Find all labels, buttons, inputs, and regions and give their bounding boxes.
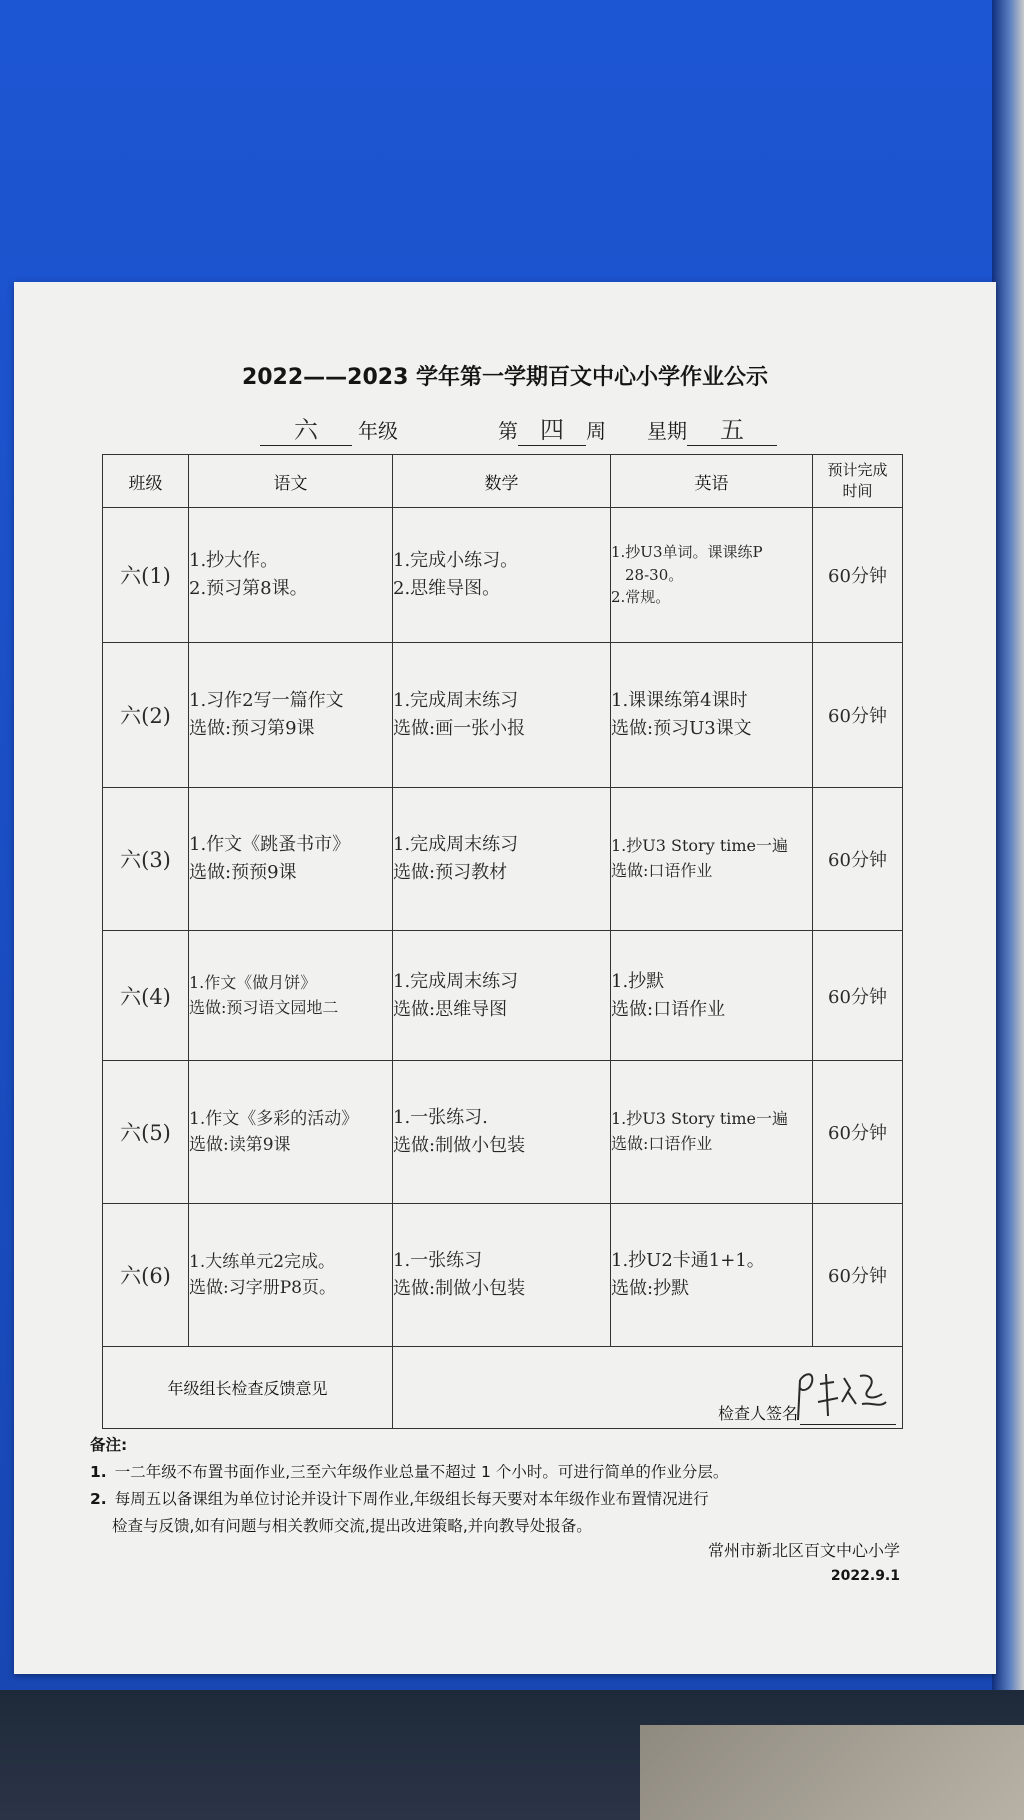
table-header-row: [103, 455, 903, 508]
homework-line: 1.大练单元2完成。: [189, 1251, 336, 1272]
homework-line: 1.习作2写一篇作文: [189, 690, 344, 712]
homework-line: 选做:制做小包装: [393, 1278, 526, 1299]
column-header-time-label: 预计完成时间: [827, 461, 888, 500]
feedback-label: 年级组长检查反馈意见: [103, 1347, 393, 1429]
chinese-homework-cell: [189, 788, 393, 931]
homework-line: 1.作文《跳蚤书市》: [189, 834, 351, 856]
time-cell: 60分钟: [813, 788, 903, 931]
table-row: [103, 1204, 903, 1347]
time-cell: 60分钟: [813, 1061, 903, 1204]
homework-line: 选做:读第9课: [189, 1135, 291, 1155]
homework-line: 1.完成周末练习: [393, 690, 519, 712]
column-header-math: 数学: [393, 455, 611, 508]
homework-line: 1.抄U3单词。课课练P: [611, 543, 763, 562]
homework-line: 选做:口语作业: [611, 861, 713, 880]
homework-line: 2.常规。: [611, 588, 671, 607]
folder-edge: [992, 0, 1024, 1690]
homework-line: 1.抄默: [611, 970, 665, 992]
notes-heading: 备注:: [90, 1436, 128, 1454]
homework-line: 选做:预习U3课文: [611, 718, 752, 739]
homework-line: 1.完成周末练习: [393, 970, 519, 992]
class-cell: 六(4): [103, 931, 189, 1061]
table-row: [103, 643, 903, 788]
grade-line: [260, 410, 398, 446]
homework-line: 1.一张练习.: [393, 1107, 488, 1129]
homework-line: 1.课课练第4课时: [611, 690, 748, 712]
homework-line: 选做:预预9课: [189, 862, 297, 883]
homework-line: 选做:口语作业: [611, 1134, 713, 1153]
note-number: 2.: [90, 1490, 107, 1509]
school-name: 常州市新北区百文中心小学: [707, 1541, 900, 1560]
class-cell: 六(5): [103, 1061, 189, 1204]
note-item-1: [90, 1459, 920, 1486]
column-header-english: 英语: [611, 455, 813, 508]
homework-notice-sheet: [14, 282, 996, 1674]
homework-line: 选做:口语作业: [611, 998, 726, 1020]
note-text: 一二年级不布置书面作业,三至六年级作业总量不超过 1 个小时。可进行简单的作业分层。: [114, 1463, 729, 1482]
homework-line: 1.抄U2卡通1+1。: [611, 1250, 765, 1272]
homework-line: 28-30。: [625, 565, 684, 584]
document-date: 2022.9.1: [830, 1568, 900, 1584]
homework-line: 2.思维导图。: [393, 578, 501, 599]
table-row: [103, 508, 903, 643]
column-header-chinese: 语文: [189, 455, 393, 508]
homework-line: 1.抄大作。: [189, 550, 279, 572]
english-homework-cell: [611, 788, 813, 931]
homework-line: 选做:习字册P8页。: [189, 1278, 336, 1298]
weekday-value: 五: [687, 410, 777, 446]
grade-value: 六: [260, 410, 352, 446]
math-homework-cell: [393, 788, 611, 931]
math-homework-cell: [393, 508, 611, 643]
weekday-line: [647, 410, 777, 446]
chinese-homework-cell: [189, 508, 393, 643]
table-row: [103, 931, 903, 1061]
homework-line: 选做:预习第9课: [189, 718, 315, 739]
week-line: [498, 410, 606, 446]
column-header-time: [813, 455, 903, 508]
column-header-class: 班级: [103, 455, 189, 508]
english-homework-cell: [611, 1061, 813, 1204]
homework-table: [102, 454, 903, 1429]
homework-line: 选做:预习语文园地二: [189, 997, 339, 1017]
homework-line: 1.一张练习: [393, 1250, 483, 1272]
homework-line: 选做:抄默: [611, 1278, 690, 1299]
handwritten-signature: [792, 1358, 892, 1428]
homework-line: 选做:思维导图: [393, 998, 508, 1020]
week-suffix: 周: [586, 419, 606, 443]
notes-section: [90, 1432, 920, 1541]
class-cell: 六(1): [103, 508, 189, 643]
grade-label: 年级: [358, 419, 398, 443]
math-homework-cell: [393, 643, 611, 788]
time-cell: 60分钟: [813, 931, 903, 1061]
note-text: 每周五以备课组为单位讨论并设计下周作业,年级组长每天要对本年级作业布置情况进行: [114, 1490, 709, 1509]
math-homework-cell: [393, 1204, 611, 1347]
time-cell: 60分钟: [813, 508, 903, 643]
feedback-row: [103, 1347, 903, 1429]
time-cell: 60分钟: [813, 1204, 903, 1347]
signature-cell: [393, 1347, 903, 1429]
homework-line: 1.作文《做月饼》: [189, 972, 317, 992]
homework-line: 1.抄U3 Story time一遍: [611, 1109, 789, 1129]
document-title: 2022——2023 学年第一学期百文中心小学作业公示: [241, 365, 769, 390]
math-homework-cell: [393, 1061, 611, 1204]
homework-line: 1.抄U3 Story time一遍: [611, 836, 789, 856]
homework-line: 1.作文《多彩的活动》: [189, 1108, 359, 1129]
week-value: 四: [518, 410, 586, 446]
homework-line: 选做:画一张小报: [393, 718, 526, 739]
english-homework-cell: [611, 508, 813, 643]
english-homework-cell: [611, 1204, 813, 1347]
note-text-continued: 检查与反馈,如有问题与相关教师交流,提出改进策略,并向教导处报备。: [112, 1517, 592, 1536]
chinese-homework-cell: [189, 1061, 393, 1204]
floor-background: [640, 1725, 1024, 1820]
note-item-2: [90, 1486, 920, 1513]
math-homework-cell: [393, 931, 611, 1061]
chinese-homework-cell: [189, 1204, 393, 1347]
week-prefix: 第: [498, 419, 518, 443]
homework-line: 选做:制做小包装: [393, 1135, 526, 1156]
note-number: 1.: [90, 1463, 107, 1482]
homework-line: 1.完成周末练习: [393, 834, 519, 856]
english-homework-cell: [611, 643, 813, 788]
homework-line: 选做:预习教材: [393, 862, 508, 883]
chinese-homework-cell: [189, 931, 393, 1061]
class-cell: 六(6): [103, 1204, 189, 1347]
chinese-homework-cell: [189, 643, 393, 788]
class-cell: 六(2): [103, 643, 189, 788]
signature-label: 检查人签名: [717, 1404, 798, 1423]
class-cell: 六(3): [103, 788, 189, 931]
homework-line: 1.完成小练习。: [393, 550, 519, 572]
table-row: [103, 788, 903, 931]
homework-line: 2.预习第8课。: [189, 578, 308, 599]
time-cell: 60分钟: [813, 643, 903, 788]
table-row: [103, 1061, 903, 1204]
english-homework-cell: [611, 931, 813, 1061]
weekday-label: 星期: [647, 419, 687, 443]
